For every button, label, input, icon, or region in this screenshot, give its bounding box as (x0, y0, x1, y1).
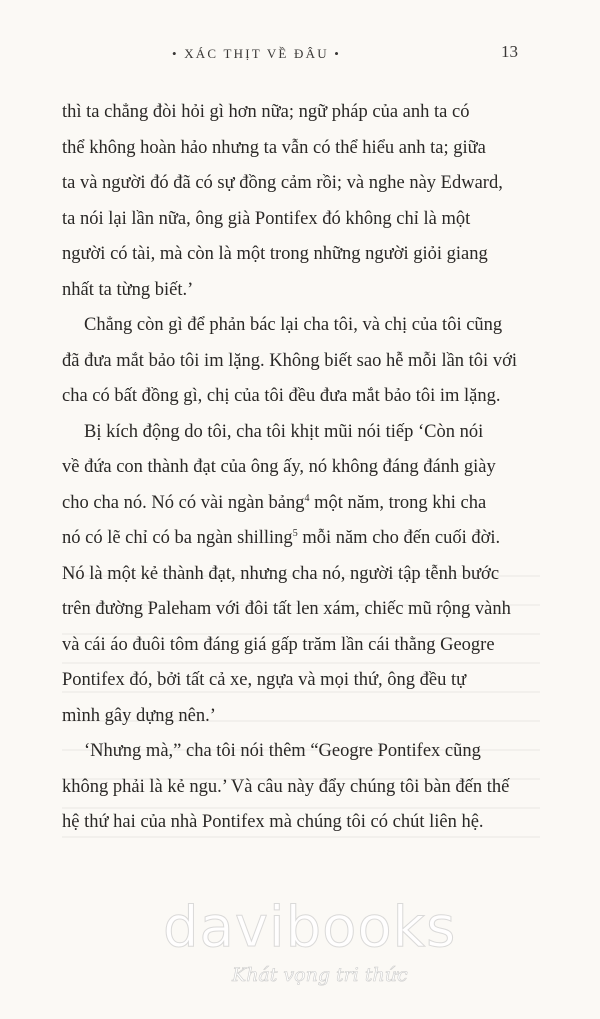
running-head (0, 42, 600, 66)
text-segment: một năm, trong khi cha (309, 492, 487, 513)
text-segment: cho cha nó. Nó có vài ngàn bảng (62, 492, 305, 513)
text-line: nhất ta từng biết.’ (62, 279, 194, 300)
running-title: • XÁC THỊT VỀ ĐÂU • (172, 46, 341, 61)
text-line: Chẳng còn gì để phản bác lại cha tôi, và chị của tôi cũng (84, 315, 503, 335)
text-line: ta nói lại lần nữa, ông già Pontifex đó không chỉ là một (62, 208, 471, 229)
watermark-tagline: Khát vọng tri thức (232, 964, 408, 986)
text-line: thì ta chẳng đòi hỏi gì hơn nữa; ngữ pháp của anh ta có (62, 102, 470, 122)
text-line: Pontifex đó, bởi tất cả xe, ngựa và mọi thứ, ông đều tự (62, 670, 467, 690)
text-line: người có tài, mà còn là một trong những người giỏi giang (62, 244, 488, 264)
text-line (62, 521, 540, 557)
text-segment: nó có lẽ chỉ có ba ngàn shilling (62, 528, 293, 548)
paragraph-1 (62, 95, 540, 308)
text-line: cha có bất đồng gì, chị của tôi đều đưa mắt bảo tôi im lặng. (62, 386, 501, 406)
watermark (0, 880, 600, 1000)
text-line: về đứa con thành đạt của ông ấy, nó không đáng đánh giày (62, 457, 496, 477)
text-line: Nó là một kẻ thành đạt, nhưng cha nó, người tập tễnh bước (62, 563, 500, 584)
text-line: trên đường Paleham với đôi tất len xám, chiếc mũ rộng vành (62, 599, 511, 619)
text-line: và cái áo đuôi tôm đáng giá gấp trăm lần cái thằng Geogre (62, 634, 495, 655)
text-line: hệ thứ hai của nhà Pontifex mà chúng tôi có chút liên hệ. (62, 812, 484, 832)
text-line (62, 486, 540, 522)
page-number: 13 (501, 42, 518, 61)
text-segment: mỗi năm cho đến cuối đời. (297, 528, 501, 548)
text-line: ‘Nhưng mà,” cha tôi nói thêm “Geogre Pontifex cũng (84, 741, 481, 761)
text-line: đã đưa mắt bảo tôi im lặng. Không biết sao hễ mỗi lần tôi với (62, 350, 517, 371)
footnote-marker: 5 (292, 528, 298, 539)
text-line: mình gây dựng nên.’ (62, 705, 216, 726)
text-line: ta và người đó đã có sự đồng cảm rồi; và nghe này Edward, (62, 173, 503, 193)
paragraph-4 (62, 734, 540, 841)
text-line: Bị kích động do tôi, cha tôi khịt mũi nói tiếp ‘Còn nói (84, 421, 484, 442)
watermark-brand: davibooks (163, 895, 457, 960)
body-text (62, 95, 540, 841)
text-line: thể không hoàn hảo nhưng ta vẫn có thể hiểu anh ta; giữa (62, 137, 486, 158)
paragraph-3 (62, 415, 540, 735)
footnote-marker: 4 (304, 492, 310, 504)
paragraph-2 (62, 308, 540, 415)
text-line: không phải là kẻ ngu.’ Và câu này đẩy chúng tôi bàn đến thế (62, 776, 510, 797)
